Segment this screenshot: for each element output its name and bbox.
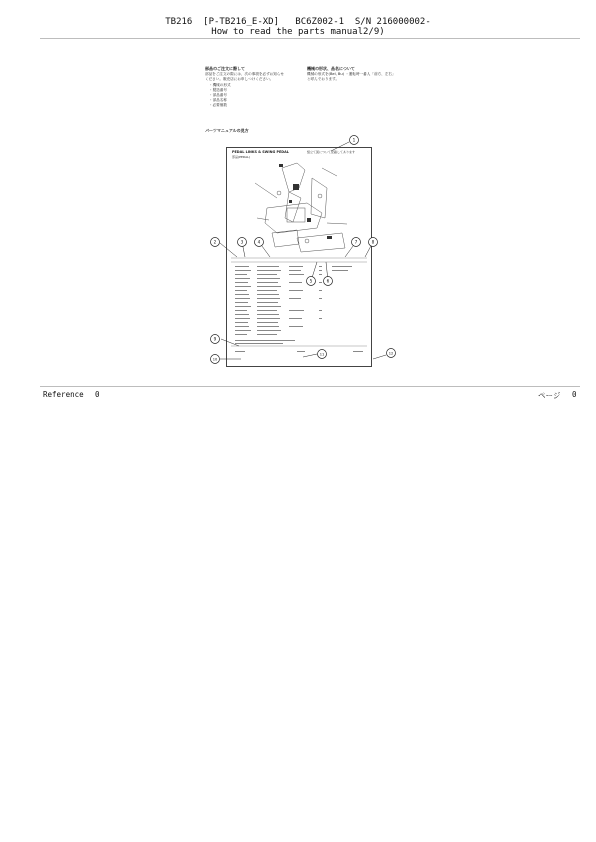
right-heading: 機械の形状、品名について [307,66,355,71]
section-title: パーツマニュアルの見方 [205,128,249,133]
header-divider [40,38,580,39]
callout-label: 11 [319,352,325,357]
header-line-1: TB216 [P-TB216_E-XD] BC6Z002-1 S/N 216000002- [165,17,431,27]
callout-label: 6 [326,278,330,284]
list-item: ・部品番号 [209,93,227,97]
callout-label: 3 [240,239,244,245]
header-line-2: How to read the parts manual2/9) [211,27,385,37]
callout-label: 10 [212,357,218,362]
callout-label: 4 [257,239,261,245]
list-item: ・機械の形式 [209,83,231,87]
left-heading: 部品のご注文に際して [205,66,245,71]
sheet-subtitle: 部品(PEDAL) [232,155,251,159]
callout-label: 12 [388,351,394,356]
right-paragraph: 機械の形式を(Bel, Bu) ・運転時一番人「前方、左右」 と呼んでおります。 [307,72,396,81]
list-item: ・必要個数 [209,103,227,107]
callout-label: 1 [352,137,356,143]
callout-label: 2 [213,239,217,245]
list-item: ・製造番号 [209,88,227,92]
left-paragraph: 部品をご注文の際には、次の事項を必ずお知らせ ください。販売店にお申しつけください。 [205,72,284,81]
callout-label: 8 [371,239,375,245]
callout-label: 5 [309,278,313,284]
footer-page-value: 0 [572,390,577,399]
footer-reference-value: 0 [95,390,100,399]
sheet-title: PEDAL LINKS & SWING PEDAL [232,150,289,154]
manual-page-image [195,62,405,367]
callout-label: 7 [354,239,358,245]
footer-divider [40,386,580,387]
footer-page-label: ページ [538,391,561,400]
footer-reference-label: Reference [43,390,84,399]
callout-label: 9 [213,336,217,342]
callout-layer [195,62,405,367]
list-item: ・部品名称 [209,98,227,102]
sheet-note: 組立て図について記載してあります [307,150,355,154]
